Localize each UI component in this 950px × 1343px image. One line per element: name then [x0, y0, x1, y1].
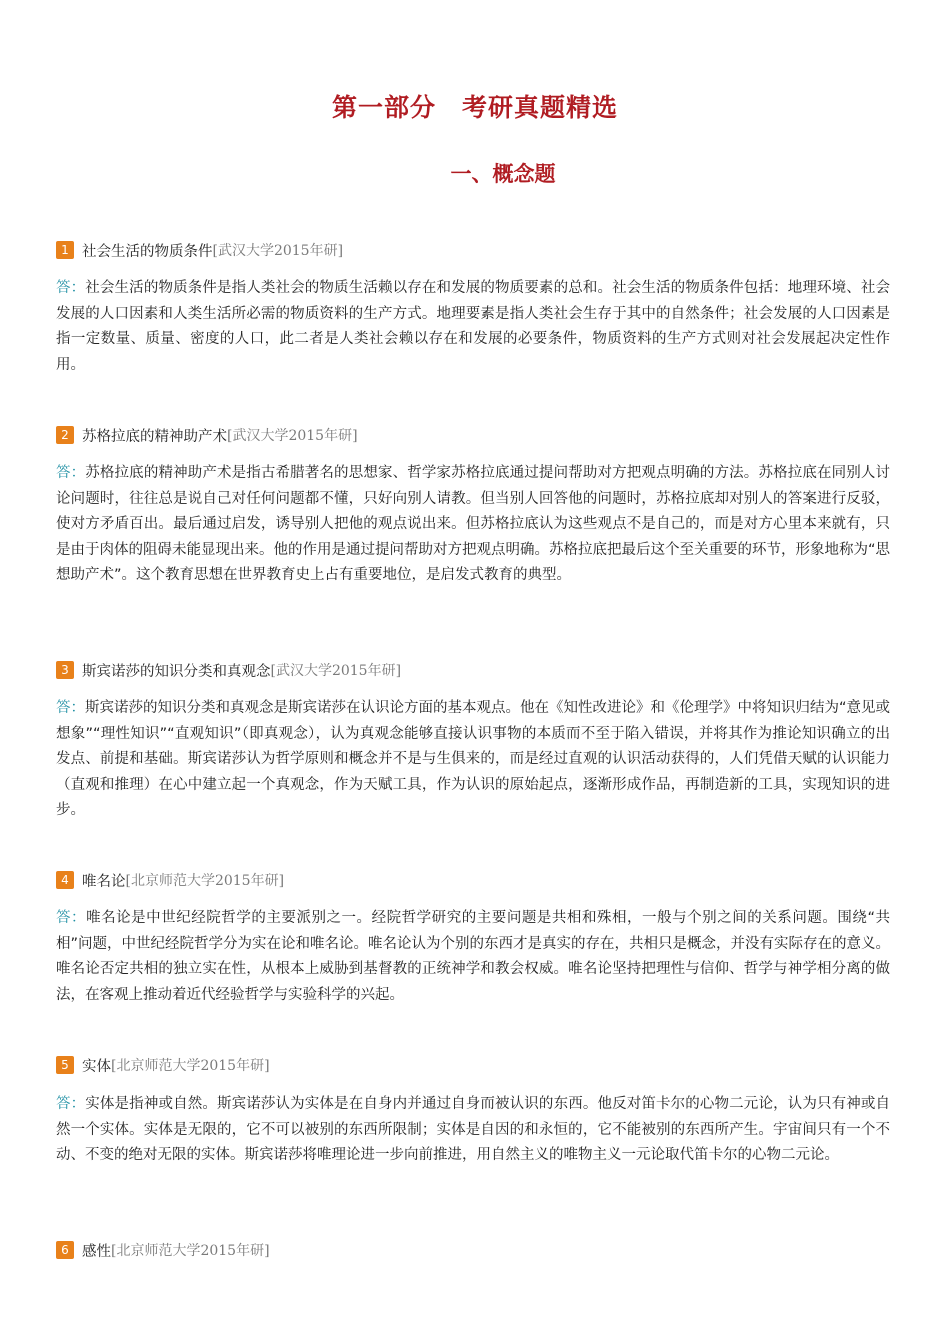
answer-paragraph [56, 906, 890, 1008]
question-number-badge: 1 [56, 241, 74, 259]
part-label: 第一部分 [331, 93, 436, 122]
part-name: 考研真题精选 [462, 93, 619, 122]
question-source: [武汉大学2015年研] [227, 428, 358, 444]
answer-label: 答： [56, 700, 85, 716]
question-heading [56, 869, 896, 891]
part-title [0, 88, 950, 124]
answer-label: 答： [56, 280, 86, 296]
answer-text: 社会生活的物质条件是指人类社会的物质生活赖以存在和发展的物质要素的总和。社会生活的物质条件包括：地理环境、社会发展的人口因素和人类生活所必需的物质资料的生产方式。地理要素是指人类社会生存于其中的自然条件；社会发展的人口因素是指一定数量、质量、密度的人口，此二者是人类社会赖以存在和发展的必要条件，物质资料的生产方式则对社会发展起决定性作用。 [56, 280, 891, 373]
answer-text: 实体是指神或自然。斯宾诺莎认为实体是在自身内并通过自身而被认识的东西。他反对笛卡尔的心物二元论，认为只有神或自然一个实体。实体是无限的，它不可以被别的东西所限制；实体是自因的和永恒的，它不能被别的东西所产生。宇宙间只有一个不动、不变的绝对无限的实体。斯宾诺莎将唯理论进一步向前推进，用自然主义的唯物主义一元论取代笛卡尔的心物二元论。 [56, 1096, 891, 1163]
question-heading [56, 1054, 896, 1076]
answer-paragraph [56, 276, 890, 378]
question-heading [56, 424, 896, 446]
answer-paragraph [56, 696, 890, 824]
question-source: [北京师范大学2015年研] [125, 873, 285, 889]
question-term: 唯名论 [82, 873, 126, 890]
question-number-badge: 5 [56, 1056, 74, 1074]
answer-paragraph [56, 1092, 890, 1169]
question-source: [武汉大学2015年研] [212, 243, 344, 259]
question-heading [56, 1239, 896, 1261]
question-term: 感性 [82, 1243, 111, 1260]
answer-label: 答： [56, 465, 86, 481]
answer-text: 斯宾诺莎的知识分类和真观念是斯宾诺莎在认识论方面的基本观点。他在《知性改进论》和《伦理学》中将知识归结为“意见或想象”“理性知识”“直观知识”（即真观念），认为真观念能够直接认识事物的本质而不至于陷入错误，并将其作为推论知识确立的出发点、前提和基础。斯宾诺莎认为哲学原则和概念并不是与生俱来的，而是经过直观的认识活动获得的，人们凭借天赋的认识能力（直观和推理）在心中建立起一个真观念，作为天赋工具，作为认识的原始起点，逐渐形成作品，再制造新的工具，实现知识的进步。 [56, 700, 891, 818]
question-source: [北京师范大学2015年研] [111, 1243, 270, 1259]
question-number-badge: 3 [56, 661, 74, 679]
question-number-badge: 4 [56, 871, 74, 889]
question-term: 斯宾诺莎的知识分类和真观念 [82, 663, 271, 680]
question-heading [56, 239, 896, 261]
answer-paragraph [56, 461, 890, 589]
question-source: [北京师范大学2015年研] [111, 1058, 270, 1074]
question-heading [56, 659, 896, 681]
section-title: 一、概念题 [450, 162, 556, 186]
question-source: [武汉大学2015年研] [270, 663, 402, 679]
question-term: 实体 [82, 1058, 111, 1075]
answer-text: 苏格拉底的精神助产术是指古希腊著名的思想家、哲学家苏格拉底通过提问帮助对方把观点明确的方法。苏格拉底在同别人讨论问题时，往往总是说自己对任何问题都不懂，只好向别人请教。但当别人回答他的问题时，苏格拉底却对别人的答案进行反驳，使对方矛盾百出。最后通过启发，诱导别人把他的观点说出来。但苏格拉底认为这些观点不是自己的，而是对方心里本来就有，只是由于肉体的阻碍未能显现出来。他的作用是通过提问帮助对方把观点明确。苏格拉底把最后这个至关重要的环节，形象地称为“思想助产术”。这个教育思想在世界教育史上占有重要地位，是启发式教育的典型。 [56, 465, 891, 583]
answer-label: 答： [56, 910, 87, 926]
question-term: 苏格拉底的精神助产术 [82, 428, 227, 445]
question-number-badge: 2 [56, 426, 74, 444]
answer-text: 唯名论是中世纪经院哲学的主要派别之一。经院哲学研究的主要问题是共相和殊相，一般与个别之间的关系问题。围绕“共相”问题，中世纪经院哲学分为实在论和唯名论。唯名论认为个别的东西才是真实的存在，共相只是概念，并没有实际存在的意义。唯名论否定共相的独立实在性，从根本上威胁到基督教的正统神学和教会权威。唯名论坚持把理性与信仰、哲学与神学相分离的做法，在客观上推动着近代经验哲学与实验科学的兴起。 [56, 910, 891, 1003]
question-number-badge: 6 [56, 1241, 74, 1259]
question-term: 社会生活的物质条件 [82, 243, 213, 260]
answer-label: 答： [56, 1096, 86, 1112]
